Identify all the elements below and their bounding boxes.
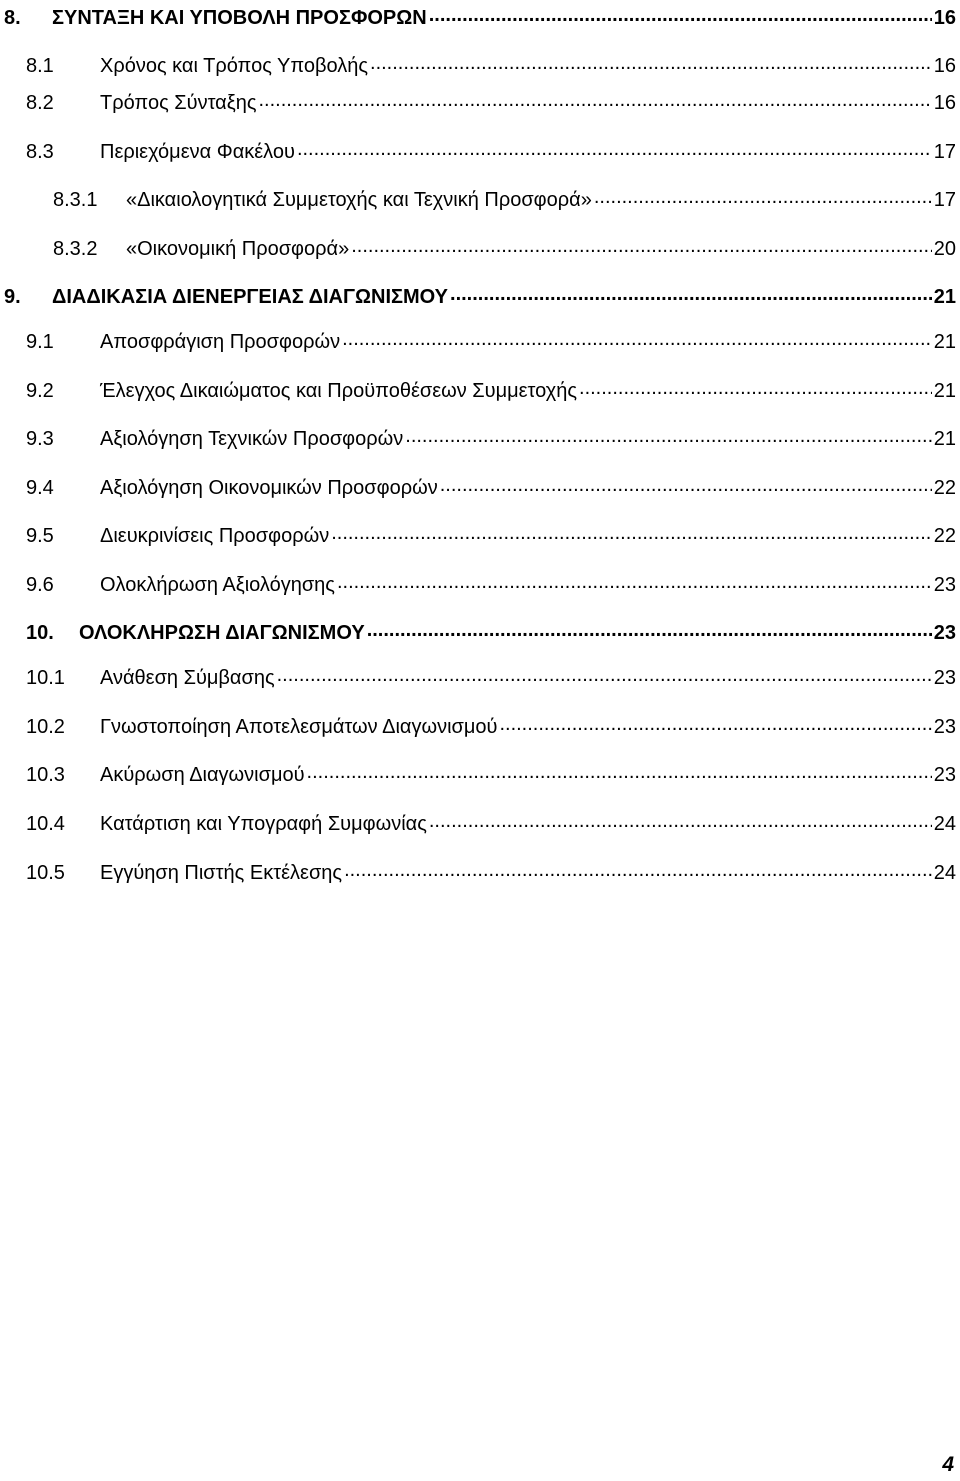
toc-entry-8-3-1[interactable] xyxy=(53,185,956,215)
toc-entry-page: 23 xyxy=(933,574,956,596)
toc-entry-page: 21 xyxy=(933,286,956,308)
toc-entry-10-5[interactable] xyxy=(26,858,956,888)
toc-entry-number: 10.4 xyxy=(26,813,65,835)
toc-entry-title: Περιεχόμενα Φακέλου xyxy=(100,141,295,163)
dot-leader xyxy=(297,137,932,167)
dot-leader xyxy=(429,809,932,839)
dot-leader xyxy=(440,473,932,503)
dot-leader xyxy=(258,88,931,118)
toc-entry-title: Ακύρωση Διαγωνισμού xyxy=(100,764,305,786)
dot-leader xyxy=(370,51,932,81)
toc-entry-title: Διευκρινίσεις Προσφορών xyxy=(100,525,330,547)
toc-entry-number: 9.1 xyxy=(26,331,54,353)
toc-entry-page: 24 xyxy=(933,862,956,884)
toc-entry-page: 17 xyxy=(933,189,956,211)
toc-entry-number: 9.5 xyxy=(26,525,54,547)
dot-leader xyxy=(344,858,932,888)
toc-entry-number: 10.2 xyxy=(26,716,65,738)
toc-entry-number: 8.3.1 xyxy=(53,189,98,211)
toc-entry-number: 8.3 xyxy=(26,141,54,163)
toc-entry-number: 10.3 xyxy=(26,764,65,786)
toc-entry-number: 10.5 xyxy=(26,862,65,884)
toc-entry-number: 8.2 xyxy=(26,92,54,114)
toc-entry-title: «Οικονομική Προσφορά» xyxy=(126,238,350,260)
dot-leader xyxy=(337,570,932,600)
dot-leader xyxy=(405,424,931,454)
toc-entry-number: 9.4 xyxy=(26,477,54,499)
toc-entry-9-3[interactable] xyxy=(26,424,956,454)
dot-leader xyxy=(594,185,932,215)
toc-entry-9-5[interactable] xyxy=(26,521,956,551)
dot-leader xyxy=(342,327,932,357)
toc-entry-title: Έλεγχος Δικαιώματος και Προϋποθέσεων Συμμετοχής xyxy=(100,380,578,402)
toc-entry-9-2[interactable] xyxy=(26,376,956,406)
toc-entry-8[interactable] xyxy=(4,3,956,33)
page-number: 4 xyxy=(942,1453,954,1476)
toc-entry-page: 22 xyxy=(933,525,956,547)
toc-entry-page: 21 xyxy=(933,380,956,402)
toc-entry-9-1[interactable] xyxy=(26,327,956,357)
toc-entry-title: Χρόνος και Τρόπος Υποβολής xyxy=(100,55,369,77)
toc-entry-page: 23 xyxy=(933,667,956,689)
toc-entry-9-4[interactable] xyxy=(26,473,956,503)
toc-entry-page: 21 xyxy=(933,331,956,353)
dot-leader xyxy=(277,663,932,693)
toc-entry-number: 10. xyxy=(26,622,54,644)
toc-entry-title: Τρόπος Σύνταξης xyxy=(100,92,257,114)
toc-entry-title: Ολοκλήρωση Αξιολόγησης xyxy=(100,574,335,596)
toc-entry-10-1[interactable] xyxy=(26,663,956,693)
toc-entry-title: Αποσφράγιση Προσφορών xyxy=(100,331,341,353)
toc-entry-title: Γνωστοποίηση Αποτελεσμάτων Διαγωνισμού xyxy=(100,716,498,738)
toc-entry-10-2[interactable] xyxy=(26,712,956,742)
toc-entry-title: ΣΥΝΤΑΞΗ ΚΑΙ ΥΠΟΒΟΛΗ ΠΡΟΣΦΟΡΩΝ xyxy=(52,7,427,29)
toc-entry-10[interactable] xyxy=(26,618,956,648)
toc-entry-number: 9.6 xyxy=(26,574,54,596)
toc-entry-8-3-2[interactable] xyxy=(53,234,956,264)
dot-leader xyxy=(499,712,931,742)
toc-entry-number: 10.1 xyxy=(26,667,65,689)
toc-entry-9[interactable] xyxy=(4,282,956,312)
toc-entry-title: Κατάρτιση και Υπογραφή Συμφωνίας xyxy=(100,813,427,835)
dot-leader xyxy=(307,760,932,790)
toc-entry-title: Αξιολόγηση Τεχνικών Προσφορών xyxy=(100,428,404,450)
toc-entry-8-2[interactable] xyxy=(26,88,956,118)
toc-entry-number: 8.1 xyxy=(26,55,54,77)
toc-entry-number: 9.3 xyxy=(26,428,54,450)
toc-entry-page: 20 xyxy=(933,238,956,260)
toc-entry-8-1[interactable] xyxy=(26,51,956,81)
toc-entry-number: 9. xyxy=(4,286,21,308)
toc-entry-number: 8.3.2 xyxy=(53,238,98,260)
toc-entry-page: 24 xyxy=(933,813,956,835)
toc-entry-number: 8. xyxy=(4,7,21,29)
toc-entry-9-6[interactable] xyxy=(26,570,956,600)
toc-entry-title: Ανάθεση Σύμβασης xyxy=(100,667,275,689)
dot-leader xyxy=(579,376,932,406)
toc-entry-page: 22 xyxy=(933,477,956,499)
toc-entry-page: 16 xyxy=(933,7,956,29)
toc-entry-8-3[interactable] xyxy=(26,137,956,167)
toc-entry-10-4[interactable] xyxy=(26,809,956,839)
toc-entry-page: 23 xyxy=(933,764,956,786)
toc-entry-page: 23 xyxy=(933,622,956,644)
toc-entry-page: 16 xyxy=(933,55,956,77)
toc-entry-title: Εγγύηση Πιστής Εκτέλεσης xyxy=(100,862,343,884)
toc-entry-page: 16 xyxy=(933,92,956,114)
dot-leader xyxy=(367,618,932,648)
toc-entry-page: 21 xyxy=(933,428,956,450)
toc-entry-title: ΔΙΑΔΙΚΑΣΙΑ ΔΙΕΝΕΡΓΕΙΑΣ ΔΙΑΓΩΝΙΣΜΟΥ xyxy=(52,286,449,308)
dot-leader xyxy=(450,282,932,312)
toc-entry-title: Αξιολόγηση Οικονομικών Προσφορών xyxy=(100,477,438,499)
toc-entry-page: 23 xyxy=(933,716,956,738)
dot-leader xyxy=(331,521,932,551)
toc-entry-title: «Δικαιολογητικά Συμμετοχής και Τεχνική Προσφορά» xyxy=(126,189,592,211)
toc-entry-number: 9.2 xyxy=(26,380,54,402)
toc-entry-page: 17 xyxy=(933,141,956,163)
toc-entry-10-3[interactable] xyxy=(26,760,956,790)
dot-leader xyxy=(429,3,932,33)
dot-leader xyxy=(351,234,932,264)
toc-entry-title: ΟΛΟΚΛΗΡΩΣΗ ΔΙΑΓΩΝΙΣΜΟΥ xyxy=(79,622,365,644)
